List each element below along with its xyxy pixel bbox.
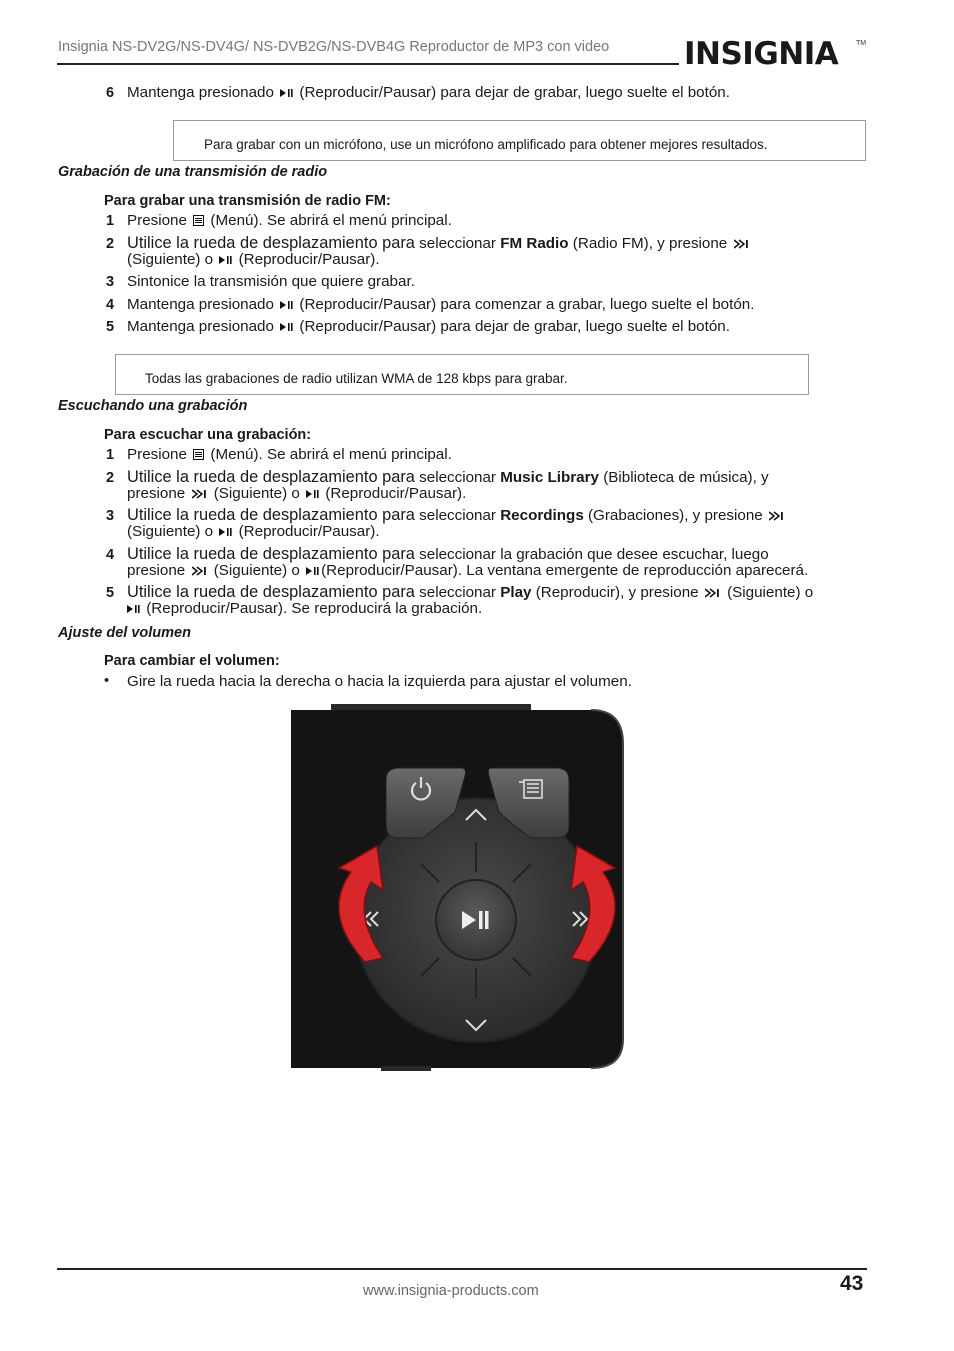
step-text: Mantenga presionado (Reproducir/Pausar) para comenzar a grabar, luego suelte el botón. — [127, 296, 755, 313]
step-number: 5 — [106, 585, 115, 601]
step-text: Utilice la rueda de desplazamiento para seleccionar Play (Reproducir), y presione (Siguiente) o — [127, 583, 814, 601]
device-illustration — [291, 704, 631, 1071]
header-title: Insignia NS-DV2G/NS-DV4G/ NS-DVB2G/NS-DVB4G Reproductor de MP3 con video — [58, 39, 610, 55]
step-text: Utilice la rueda de desplazamiento para seleccionar FM Radio (Radio FM), y presione — [127, 234, 752, 253]
step-text: Utilice la rueda de desplazamiento para seleccionar Recordings (Grabaciones), y presione — [127, 506, 787, 525]
footer-url: www.insignia-products.com — [363, 1283, 539, 1299]
step-number: 1 — [106, 213, 115, 229]
step-text: Presione (Menú). Se abrirá el menú principal. — [127, 446, 452, 463]
play-pause-icon — [306, 489, 319, 499]
next-icon — [705, 588, 721, 598]
step-number: 6 — [106, 85, 115, 101]
step-text: Utilice la rueda de desplazamiento para seleccionar Music Library (Biblioteca de música), y — [127, 468, 769, 486]
step-text: Mantenga presionado (Reproducir/Pausar) para dejar de grabar, luego suelte el botón. — [127, 84, 730, 101]
play-pause-icon — [306, 566, 319, 576]
step-number: 2 — [106, 236, 115, 252]
step-text: Mantenga presionado (Reproducir/Pausar) para dejar de grabar, luego suelte el botón. — [127, 318, 730, 335]
device-bottom-edge — [381, 1066, 431, 1071]
step-number: 4 — [106, 297, 115, 313]
menu-icon — [193, 215, 204, 226]
logo-tm: TM — [856, 40, 867, 47]
footer-rule — [57, 1268, 867, 1270]
section-title-volume: Ajuste del volumen — [58, 625, 191, 641]
page-number: 43 — [840, 1272, 864, 1295]
step-text-cont: presione (Siguiente) o (Reproducir/Pausar). La ventana emergente de reproducción aparecerá. — [127, 562, 809, 579]
note-text: Todas las grabaciones de radio utilizan WMA de 128 kbps para grabar. — [145, 371, 568, 386]
logo-text: INSIGNIA — [684, 36, 839, 72]
play-pause-icon — [280, 88, 293, 98]
menu-icon — [193, 449, 204, 460]
step-number: 5 — [106, 319, 115, 335]
step-text: Sintonice la transmisión que quiere grabar. — [127, 273, 415, 290]
play-pause-icon — [280, 300, 293, 310]
step-number: 3 — [106, 274, 115, 290]
next-icon — [769, 511, 785, 521]
step-text-cont: presione (Siguiente) o (Reproducir/Pausar). — [127, 485, 467, 502]
next-icon — [192, 489, 208, 499]
note-text: Para grabar con un micrófono, use un micrófono amplificado para obtener mejores resultados. — [204, 137, 768, 152]
step-text-cont: (Reproducir/Pausar). Se reproducirá la grabación. — [127, 600, 482, 617]
play-pause-icon — [280, 322, 293, 332]
step-number: 4 — [106, 547, 115, 563]
step-number: 2 — [106, 470, 115, 486]
header-rule — [57, 63, 679, 65]
step-text-cont: (Siguiente) o (Reproducir/Pausar). — [127, 251, 380, 268]
step-number: 3 — [106, 508, 115, 524]
play-pause-icon — [219, 527, 232, 537]
section-title-listen: Escuchando una grabación — [58, 398, 248, 414]
next-icon — [734, 239, 750, 249]
insignia-logo — [684, 36, 867, 72]
note-box — [115, 354, 809, 395]
subheading-listen: Para escuchar una grabación: — [104, 427, 312, 443]
subheading-radio: Para grabar una transmisión de radio FM: — [104, 193, 391, 209]
bullet-mark: • — [104, 673, 110, 689]
step-text: Utilice la rueda de desplazamiento para seleccionar la grabación que desee escuchar, luego — [127, 545, 769, 563]
step-number: 1 — [106, 447, 115, 463]
step-text-cont: (Siguiente) o (Reproducir/Pausar). — [127, 523, 380, 540]
play-pause-icon — [127, 604, 140, 614]
play-pause-icon — [219, 255, 232, 265]
bullet-text: Gire la rueda hacia la derecha o hacia la izquierda para ajustar el volumen. — [127, 673, 632, 690]
note-box — [173, 120, 866, 161]
subheading-volume: Para cambiar el volumen: — [104, 653, 280, 669]
step-text: Presione (Menú). Se abrirá el menú principal. — [127, 212, 452, 229]
section-title-radio: Grabación de una transmisión de radio — [58, 164, 328, 180]
next-icon — [192, 566, 208, 576]
